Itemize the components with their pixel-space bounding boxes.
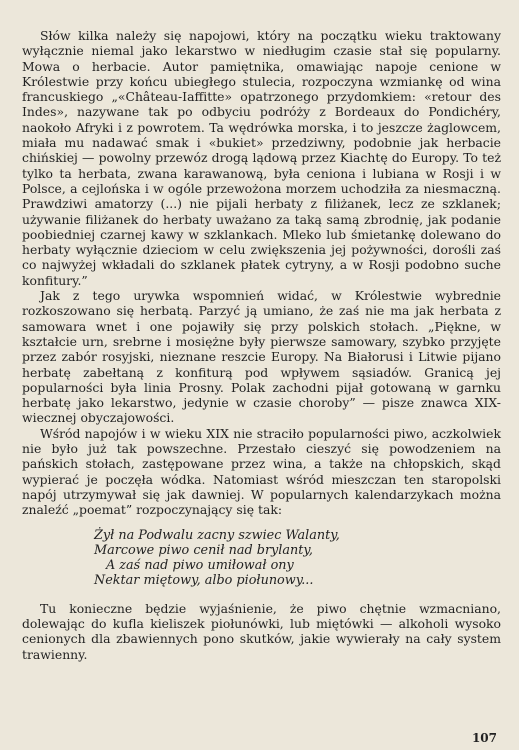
poem-line: Żył na Podwalu zacny szwiec Walanty,	[94, 527, 340, 543]
paragraph-tea-memoir: Słów kilka należy się napojowi, który na początku wieku traktowany wyłącznie niemal jako lekarstwo w niedługim czasie stał się popularny. Mowa o herbacie. Autor pamiętnika, omawiając napoje cenione w Królestwie przy końcu ubiegłego stulecia, rozpoczyna wzmiankę od wina francuskiego „«Château-Iaffitte» opatrzonego przydomkiem: «retour des Indes», nazywane tak po odbyciu podróży z Bordeaux do Pondichéry, naokoło Afryki i z powrotem. Ta wędrówka morska, i to jeszcze żaglowcem, miała mu nadawać smak i «bukiet» przedziwny, podobnie jak herbacie chińskiej — powolny przewóz drogą lądową przez Kiachtę do Europy. To też tylko ta herbata, zwana karawanową, była ceniona i lubiana w Rosji i w Polsce, a cejlońska i w ogóle przewożona morzem uchodziła za niesmaczną. Prawdziwi amatorzy (...) nie pijali herbaty z filiżanek, lecz ze szklanek; używanie filiżanek do herbaty uważano za taką samą zbrodnię, jak podanie poobiedniej czarnej kawy w szklankach. Mleko lub śmietankę dolewano do herbaty wyłącznie dzieciom w celu zwiększenia jej pożywności, dorośli zaś co najwyżej wkładali do szklanek płatek cytryny, a w Rosji podobno suche konfitury.”	[22, 28, 501, 288]
poem-line: Marcowe piwo cenił nad brylanty,	[94, 542, 313, 558]
page-body	[22, 28, 501, 662]
page-number: 107	[471, 731, 497, 745]
paragraph-beer: Wśród napojów i w wieku XIX nie straciło popularności piwo, aczkolwiek nie było już tak powszechne. Przestało cieszyć się powodzeniem na pańskich stołach, zastępowane przez wina, a także na chłopskich, skąd wypierać je poczęła wódka. Natomiast wśród mieszczan ten staropolski napój utrzymywał się jak dawniej. W popularnych kalendarzykach można znaleźć „poemat” rozpoczynający się tak:	[22, 425, 501, 518]
paragraph-closing: Tu konieczne będzie wyjaśnienie, że piwo chętnie wzmacniano, dolewając do kufla kieliszek piołunówki, lub miętówki — alkoholi wysoko cenionych dla zbawiennych pono skutków, jakie wywierały na cały system trawienny.	[22, 600, 501, 662]
paragraph-samovar: Jak z tego urywka wspomnień widać, w Królestwie wybrednie rozkoszowano się herbatą. Parzyć ją umiano, że zaś nie ma jak herbata z samowara wnet i one pojawiły się przy polskich stołach. „Piękne, w kształcie urn, srebrne i mosiężne były pierwsze samowary, szybko przyjęte przez zabór rosyjski, nieznane reszcie Europy. Na Białorusi i Litwie pijano herbatę zabełtaną z konfiturą pod wpływem sąsiadów. Granicą jej popularności była linia Prosny. Polak zachodni pijał gotowaną w garnku herbatę jako lekarstwo, jedynie w czasie choroby” — pisze znawca XIX-wiecznej obyczajowości.	[22, 288, 501, 426]
poem-line: A zaś nad piwo umiłował ony	[106, 558, 294, 574]
poem-excerpt	[94, 528, 501, 589]
poem-line: Nektar miętowy, albo piołunowy...	[94, 573, 314, 589]
